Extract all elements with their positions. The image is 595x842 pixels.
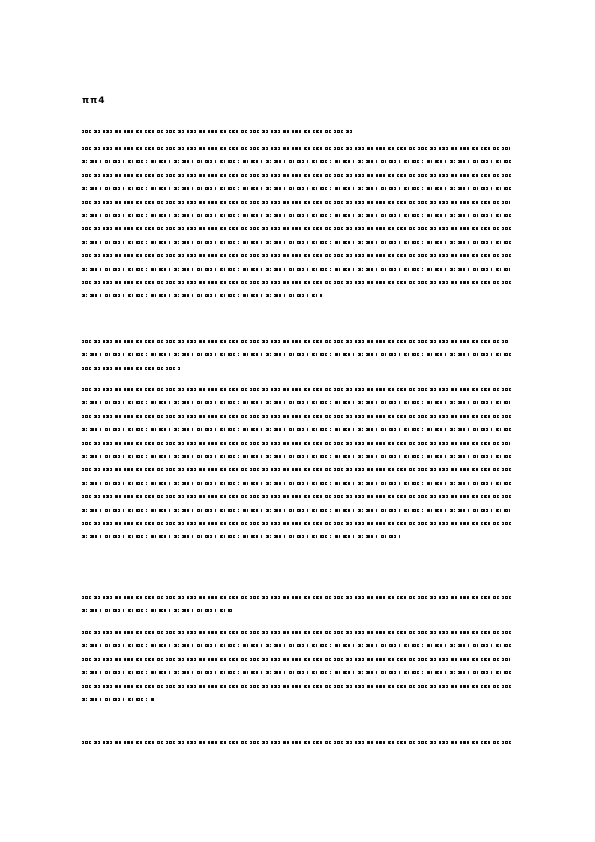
paragraph-5 (82, 631, 514, 711)
text-line (82, 535, 404, 538)
paragraph-2 (82, 340, 514, 380)
text-line (82, 509, 510, 512)
text-line (82, 428, 513, 431)
text-line (82, 468, 514, 471)
text-line (82, 631, 511, 634)
text-line (82, 401, 510, 404)
text-line (82, 353, 512, 356)
text-line (82, 214, 512, 217)
text-line (82, 495, 512, 498)
heading-line-1 (82, 130, 514, 143)
text-line (82, 388, 512, 391)
page-header-mark: ππ4 (82, 96, 106, 106)
text-line (82, 609, 232, 612)
text-line (82, 281, 513, 284)
text-line (82, 698, 154, 701)
text-line (82, 227, 514, 230)
text-line (82, 415, 511, 418)
paragraph-1 (82, 147, 514, 308)
text-line (82, 268, 510, 271)
paragraph-3 (82, 388, 514, 549)
text-line (82, 174, 511, 177)
text-line (82, 130, 352, 133)
text-line (82, 201, 510, 204)
text-line (82, 294, 322, 297)
text-line (82, 685, 511, 688)
text-line (82, 254, 512, 257)
text-line (82, 455, 512, 458)
text-line (82, 658, 510, 661)
text-line (82, 147, 510, 150)
text-line (82, 241, 511, 244)
text-line (82, 596, 512, 599)
text-line (82, 340, 509, 343)
text-line (82, 741, 512, 744)
paragraph-6 (82, 741, 514, 754)
text-line (82, 644, 513, 647)
text-line (82, 671, 512, 674)
text-line (82, 442, 510, 445)
paragraph-4 (82, 596, 514, 623)
text-line (82, 522, 512, 525)
text-line (82, 482, 511, 485)
text-line (82, 187, 513, 190)
text-line (82, 367, 180, 370)
text-line (82, 160, 512, 163)
